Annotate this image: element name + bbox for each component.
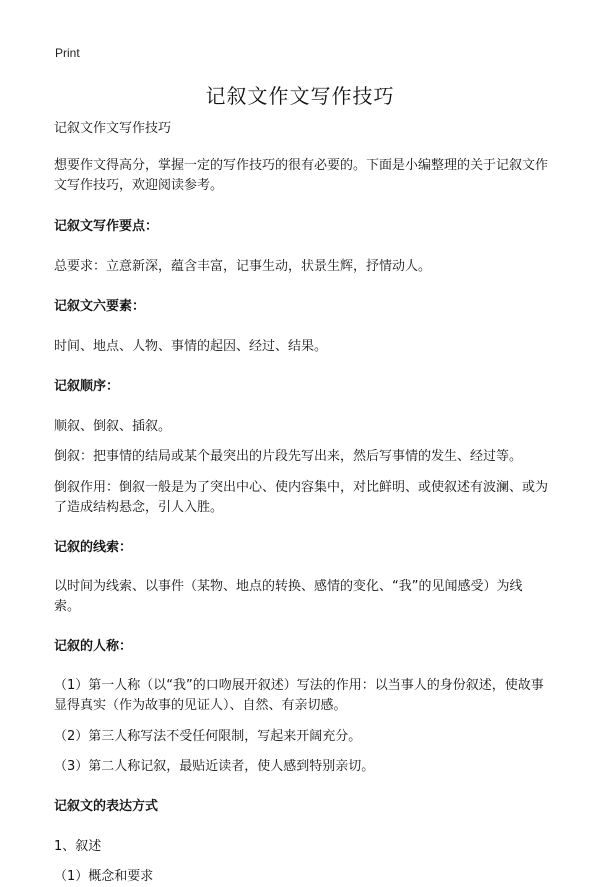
- heading-narrative-person: 记叙的人称：: [54, 639, 133, 654]
- paragraph-first-person: （1）第一人称（以“我”的口吻展开叙述）写法的作用：以当事人的身份叙述，使故事显得真实（作为故事的见证人）、自然、有亲切感。: [54, 678, 544, 713]
- paragraph-six-elements: 时间、地点、人物、事情的起因、经过、结果。: [54, 339, 328, 354]
- heading-narrative-order: 记叙顺序：: [54, 379, 120, 394]
- paragraph-third-person: （2）第三人称写法不受任何限制，写起来开阔充分。: [54, 729, 362, 744]
- heading-writing-points: 记叙文写作要点：: [54, 219, 159, 234]
- paragraph-subtitle: 记叙文作文写作技巧: [54, 121, 172, 136]
- print-link[interactable]: Print: [55, 46, 80, 60]
- document-title: 记叙文作文写作技巧: [205, 84, 395, 108]
- paragraph-second-person: （3）第二人称记叙，最贴近读者，使人感到特别亲切。: [54, 759, 375, 774]
- paragraph-concept-requirements: （1）概念和要求: [54, 869, 154, 884]
- paragraph-order-types: 顺叙、倒叙、插叙。: [54, 419, 172, 434]
- paragraph-narrative-clue: 以时间为线索、以事件（某物、地点的转换、感情的变化、“我”的见闻感受）为线索。: [54, 579, 523, 614]
- paragraph-flashback: 倒叙：把事情的结局或某个最突出的片段先写出来，然后写事情的发生、经过等。: [54, 449, 523, 464]
- document-body: [54, 119, 548, 887]
- heading-narrative-clue: 记叙的线索：: [54, 540, 133, 555]
- heading-six-elements: 记叙文六要素：: [54, 299, 146, 314]
- heading-expression-methods: 记叙文的表达方式: [54, 799, 159, 814]
- paragraph-narration: 1、叙述: [54, 839, 102, 854]
- paragraph-flashback-effect: 倒叙作用：倒叙一般是为了突出中心、使内容集中，对比鲜明、或使叙述有波澜、或为了造成结构悬念，引人入胜。: [54, 480, 549, 515]
- paragraph-requirements: 总要求：立意新深，蕴含丰富，记事生动，状景生辉，抒情动人。: [54, 259, 432, 274]
- paragraph-intro: 想要作文得高分，掌握一定的写作技巧的很有必要的。下面是小编整理的关于记叙文作文写作技巧，欢迎阅读参考。: [54, 158, 549, 193]
